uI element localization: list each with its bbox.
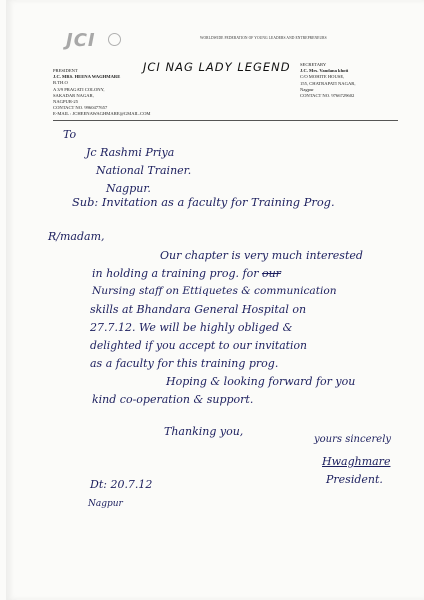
secretary-contact-block (300, 62, 355, 99)
recipient-title: National Trainer. (96, 164, 192, 177)
secretary-role: SECRETARY (300, 62, 327, 67)
jci-seal-icon (108, 33, 121, 46)
letter-place: Nagpur (88, 499, 123, 509)
president-line: A 3/9 PRAGATI COLONY, (53, 86, 105, 92)
body-line: Our chapter is very much interested (160, 249, 363, 262)
struck-word: our (261, 267, 281, 280)
federation-tagline: WORLDWIDE FEDERATION OF YOUNG LEADERS AND ENTREPRENEURS (200, 36, 327, 40)
president-line: CONTACT NO. 9960477657 (53, 105, 108, 111)
recipient-name: Jc Rashmi Priya (86, 146, 175, 159)
secretary-line: 155, CHATRAPATI NAGAR, (300, 80, 356, 86)
secretary-name: J.C. Mrs. Vandana khoti (300, 68, 349, 74)
body-line: kind co-operation & support. (92, 393, 254, 406)
president-line: SAKADAR NAGAR, (53, 92, 94, 98)
designation: President. (326, 473, 383, 486)
signoff: yours sincerely (314, 434, 392, 445)
salutation: R/madam, (48, 230, 105, 243)
president-email: E-MAIL : JCHEENAWAGHMARE@GMAIL.COM (53, 111, 151, 117)
body-line: as a faculty for this training prog. (90, 357, 279, 370)
president-role: PRESIDENT (53, 68, 78, 73)
body-line-text: in holding a training prog. for (92, 267, 259, 280)
recipient-city: Nagpur. (106, 182, 151, 195)
secretary-line: CONTACT NO. 9766729602 (300, 93, 355, 99)
body-line: Nursing staff on Ettiquetes & communication (92, 285, 337, 297)
body-line: skills at Bhandara General Hospital on (90, 303, 307, 316)
jci-logo: JCI (66, 30, 96, 51)
body-line: 27.7.12. We will be highly obliged & (90, 321, 293, 334)
letter-date: Dt: 20.7.12 (90, 478, 153, 491)
signature: Hwaghmare (322, 455, 391, 468)
secretary-line: C/O MOHITE HOUSE, (300, 74, 345, 80)
subject-line: Sub: Invitation as a faculty for Training Prog. (72, 195, 335, 209)
chapter-title: JCI NAG LADY LEGEND (143, 60, 291, 74)
president-name: J.C. MRS. HEENA WAGHMARE (53, 74, 121, 80)
president-line: NAGPUR-25 (53, 99, 79, 105)
body-line: delighted if you accept to our invitation (90, 339, 307, 352)
secretary-line: Nagpur (300, 86, 314, 92)
body-line: Hoping & looking forward for you (166, 375, 356, 388)
to-line: To (63, 128, 77, 141)
closing: Thanking you, (164, 425, 244, 438)
letterhead-divider (53, 120, 398, 121)
president-line: B.TH.O (53, 80, 68, 86)
president-contact-block (53, 68, 150, 118)
body-line (92, 267, 281, 280)
